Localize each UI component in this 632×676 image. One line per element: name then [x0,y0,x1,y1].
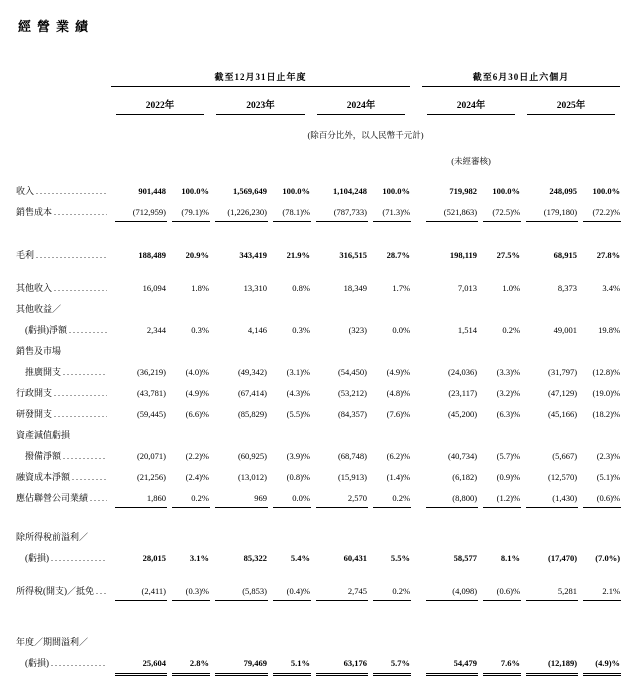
table-row [16,581,621,602]
group-gap [411,467,421,488]
row-label-text-wrap [16,404,110,425]
row-label-text-wrap [25,653,110,674]
row-label-line: 銷售及市場 [16,346,62,356]
row-label [16,278,110,299]
row-label-line [16,320,110,341]
percent-cell: (4.9)% [386,367,411,377]
value-cell: (24,036) [448,367,478,377]
percent-cell: 100.0% [382,186,411,196]
percent-cell: (0.6)% [478,581,521,602]
percent-cell: (2.4)% [185,472,209,482]
percent-cell: (2.2)% [185,451,209,461]
table-row [16,383,621,404]
spacer-row [16,509,621,527]
percent-cell: 5.7% [368,632,411,674]
dot-leader [63,362,107,383]
financial-table [16,59,621,674]
percent-cell: (0.3)% [167,581,210,602]
group-gap [411,87,421,115]
percent-cell: (3.3)% [496,367,521,377]
dot-leader [54,404,107,425]
row-label-text-wrap [25,446,110,467]
percent-cell: (2.3)% [596,451,621,461]
spacer-cell [16,569,621,581]
percent-cell: 5.5% [390,553,411,563]
value-cell: 13,310 [243,283,267,293]
percent-cell: (72.5)% [478,202,521,223]
value-cell: (54,450) [337,367,367,377]
value-cell: 188,489 [138,250,166,260]
value-cell: (1,226,230) [210,202,268,223]
percent-cell: (71.3)% [368,202,411,223]
row-label-text: 收入 [16,186,35,196]
value-cell: (20,071) [136,451,166,461]
value-cell: 901,448 [138,186,166,196]
value-cell: 68,915 [553,250,578,260]
percent-cell: 28.7% [386,250,411,260]
value-cell: (1,430) [521,488,578,509]
value-cell: (323) [348,325,367,335]
year-header: 2022年 [110,87,210,115]
group-header-row [16,59,621,87]
value-cell: 58,577 [453,553,478,563]
group-gap [411,404,421,425]
percent-cell: 21.9% [286,250,310,260]
percent-cell: (7.0%) [595,553,621,563]
percent-cell: 100.0% [282,186,310,196]
dot-leader [36,245,107,266]
row-label-text: 所得稅(開支)／抵免 [16,586,94,596]
spacer-cell [16,602,621,632]
row-label-text: 研發開支 [16,409,53,419]
year-header: 2024年 [421,87,521,115]
value-cell: (521,863) [421,202,478,223]
percent-cell: (18.2)% [592,409,621,419]
year-header: 2025年 [521,87,621,115]
row-label-text: 應佔聯營公司業績 [16,493,89,503]
percent-cell: (72.2)% [578,202,621,223]
dot-leader [54,278,107,299]
row-label-line [16,245,110,266]
value-cell: 343,419 [239,250,267,260]
dot-leader [69,320,107,341]
row-label-text-wrap [25,320,110,341]
percent-cell: 0.3% [191,325,209,335]
percent-cell: 5.4% [290,553,310,563]
percent-cell: 100.0% [492,186,521,196]
value-cell: (23,117) [448,388,478,398]
group-gap [411,202,421,223]
dot-leader [72,467,107,488]
value-cell: 8,373 [557,283,578,293]
percent-cell: 1.8% [191,283,209,293]
value-cell: (12,189) [521,632,578,674]
percent-cell: (5.7)% [496,451,521,461]
percent-cell: 1.7% [392,283,411,293]
value-cell: (36,219) [136,367,166,377]
row-label-line [16,202,110,223]
value-cell: (6,182) [452,472,478,482]
percent-cell: 2.8% [167,632,210,674]
table-row [16,278,621,299]
percent-cell: (79.1)% [167,202,210,223]
percent-cell: (4.0)% [185,367,209,377]
dot-leader [36,181,107,202]
value-cell: (68,748) [337,451,367,461]
page-title: 經營業績 [18,19,95,34]
row-label [16,425,110,467]
row-label-text: 融資成本淨額 [16,472,71,482]
value-cell: (59,445) [136,409,166,419]
year-header: 2024年 [311,87,411,115]
table-row [16,181,621,202]
dot-leader [54,383,107,404]
value-cell: 719,982 [449,186,478,196]
table-row [16,488,621,509]
group-gap [411,141,421,167]
value-cell: (12,570) [548,472,578,482]
row-label-line [16,548,110,569]
percent-cell: (1.2)% [478,488,521,509]
table-row [16,202,621,223]
percent-cell: 0.3% [292,325,310,335]
percent-cell: (4.9)% [185,388,209,398]
table-row [16,527,621,569]
row-label-text: 毛利 [16,250,35,260]
row-label-text-wrap [16,383,110,404]
spacer-row [16,602,621,632]
row-label [16,488,110,509]
row-label-text: 推廣開支 [25,367,62,377]
percent-cell: (7.6)% [386,409,411,419]
spacer-cell [16,509,621,527]
percent-cell: (12.8)% [592,367,621,377]
percent-cell: 20.9% [185,250,209,260]
value-cell: (4,098) [421,581,478,602]
value-cell: 2,745 [311,581,368,602]
percent-cell: 1.0% [502,283,521,293]
spacer-cell [16,266,621,278]
percent-cell: (4.3)% [286,388,310,398]
note-units: (除百分比外，以人民幣千元計) [307,130,424,140]
value-cell: 4,146 [247,325,267,335]
percent-cell: 0.2% [368,488,411,509]
percent-cell: (5.1)% [596,472,621,482]
row-label-text-wrap [16,581,110,602]
row-label-line [16,446,110,467]
row-label-text: (虧損) [25,553,49,563]
group-gap [411,59,421,87]
row-label-line [16,653,110,674]
row-label-line [16,404,110,425]
corner-spacer [16,59,110,87]
value-cell: (53,212) [337,388,367,398]
row-label [16,245,110,266]
row-label-text-wrap [16,181,110,202]
group-gap [411,181,421,202]
value-cell: (8,800) [421,488,478,509]
col-group-interim: 截至6月30日止六個月 [421,59,621,87]
percent-cell: 19.8% [598,325,621,335]
value-cell: (2,411) [110,581,167,602]
row-label [16,404,110,425]
percent-cell: 5.1% [268,632,311,674]
group-gap [411,581,421,602]
value-cell: (84,357) [337,409,367,419]
row-label-line: 除所得稅前溢利／ [16,532,89,542]
value-cell: 79,469 [210,632,268,674]
row-label-line [16,467,110,488]
group-gap [411,425,421,467]
row-label-line: 其他收益／ [16,304,62,314]
value-cell: 2,344 [146,325,166,335]
group-gap [411,278,421,299]
percent-cell: 0.8% [292,283,310,293]
percent-cell: 0.0% [268,488,311,509]
percent-cell: 0.2% [167,488,210,509]
percent-cell: (4.9)% [578,632,621,674]
table-row [16,245,621,266]
corner-spacer [16,87,110,115]
table-row [16,299,621,341]
row-label-text-wrap [25,362,110,383]
percent-cell: (0.6)% [578,488,621,509]
value-cell: 63,176 [311,632,368,674]
value-cell: (45,166) [548,409,578,419]
percent-cell: (6.2)% [386,451,411,461]
value-cell: (712,959) [110,202,167,223]
row-label-line: 年度／期間溢利／ [16,637,89,647]
value-cell: (15,913) [337,472,367,482]
row-label-text-wrap [16,488,110,509]
spacer-cell [110,141,411,167]
table-row [16,632,621,674]
value-cell: 1,514 [457,325,478,335]
percent-cell: (5.5)% [286,409,310,419]
table-row [16,425,621,467]
percent-cell: 0.2% [368,581,411,602]
row-label-text-wrap [16,467,110,488]
value-cell: 5,281 [521,581,578,602]
col-group-annual: 截至12月31日止年度 [110,59,411,87]
value-cell: (179,180) [521,202,578,223]
spacer-cell [521,141,621,167]
value-cell: 18,349 [343,283,367,293]
value-cell: (5,667) [552,451,578,461]
row-label-text: 撥備淨額 [25,451,62,461]
value-cell: 49,001 [553,325,578,335]
unaudited-note-row [16,141,621,167]
percent-cell: (78.1)% [268,202,311,223]
percent-cell: 3.1% [189,553,209,563]
group-gap [411,632,421,674]
percent-cell: 100.0% [181,186,209,196]
dot-leader [54,202,107,223]
value-cell: 1,104,248 [333,186,367,196]
row-label-text: (虧損)淨額 [25,325,67,335]
value-cell: 316,515 [339,250,367,260]
value-cell: (5,853) [210,581,268,602]
row-label-line [16,488,110,509]
value-cell: 28,015 [142,553,166,563]
value-cell: (21,256) [136,472,166,482]
row-label-line [16,362,110,383]
value-cell: 60,431 [343,553,367,563]
percent-cell: 0.2% [502,325,521,335]
spacer-row [16,223,621,245]
group-gap [411,341,421,383]
row-label [16,581,110,602]
percent-cell: 100.0% [592,186,621,196]
row-label [16,341,110,383]
group-gap [411,245,421,266]
percent-cell: (3.2)% [496,388,521,398]
spacer-row [16,266,621,278]
value-cell: (787,733) [311,202,368,223]
dot-leader [51,548,107,569]
group-gap [411,527,421,569]
percent-cell: (6.3)% [496,409,521,419]
percent-cell: (0.8)% [286,472,310,482]
percent-cell: (3.9)% [286,451,310,461]
percent-cell: (0.4)% [268,581,311,602]
value-cell: (13,012) [237,472,267,482]
value-cell: 7,013 [457,283,478,293]
percent-cell: 0.0% [392,325,411,335]
corner-spacer [16,115,110,141]
row-label-line [16,278,110,299]
row-label [16,181,110,202]
row-label-text-wrap [25,548,110,569]
year-header: 2023年 [210,87,311,115]
value-cell: (45,200) [448,409,478,419]
value-cell: 1,860 [110,488,167,509]
spacer-cell [16,167,621,181]
units-note-row [16,115,621,141]
row-label [16,632,110,674]
percent-cell: (3.1)% [286,367,310,377]
note-unaudited: (未經審核) [451,156,491,166]
value-cell: 248,095 [549,186,578,196]
row-label-line [16,383,110,404]
value-cell: 85,322 [243,553,267,563]
percent-cell: (0.9)% [496,472,521,482]
group-gap [411,299,421,341]
row-label [16,527,110,569]
row-label [16,202,110,223]
row-label-line [16,581,110,602]
group-gap [411,383,421,404]
value-cell: (60,925) [237,451,267,461]
row-label-line: 資產減值虧損 [16,430,71,440]
table-row [16,467,621,488]
row-label-text: (虧損) [25,658,49,668]
percent-cell: (6.6)% [185,409,209,419]
value-cell: 54,479 [421,632,478,674]
value-cell: (40,734) [448,451,478,461]
row-label-text-wrap [16,202,110,223]
percent-cell: 2.1% [578,581,621,602]
value-cell: 969 [210,488,268,509]
percent-cell: 3.4% [602,283,621,293]
percent-cell: 27.5% [496,250,521,260]
value-cell: (49,342) [237,367,267,377]
value-cell: 2,570 [311,488,368,509]
dot-leader [96,581,107,602]
value-cell: (43,781) [136,388,166,398]
value-cell: (85,829) [237,409,267,419]
row-label-text-wrap [16,278,110,299]
row-label [16,299,110,341]
dot-leader [90,488,107,509]
percent-cell: (19.0)% [592,388,621,398]
year-header-row [16,87,621,115]
percent-cell: 27.8% [596,250,621,260]
row-label-text: 銷售成本 [16,207,53,217]
row-label-text-wrap [16,245,110,266]
value-cell: 198,119 [449,250,478,260]
percent-cell: (1.4)% [386,472,411,482]
row-label [16,467,110,488]
spacer-row [16,167,621,181]
table-row [16,404,621,425]
row-label-line [16,181,110,202]
value-cell: 25,604 [110,632,167,674]
percent-cell: 7.6% [478,632,521,674]
group-gap [411,488,421,509]
corner-spacer [16,141,110,167]
value-cell: (17,470) [548,553,578,563]
row-label-text: 行政開支 [16,388,53,398]
row-label [16,383,110,404]
table-row [16,341,621,383]
spacer-row [16,569,621,581]
dot-leader [63,446,107,467]
percent-cell: 8.1% [500,553,521,563]
value-cell: 1,569,649 [233,186,267,196]
row-label-text: 其他收入 [16,283,53,293]
value-cell: (31,797) [548,367,578,377]
dot-leader [51,653,107,674]
value-cell: (47,129) [548,388,578,398]
value-cell: (67,414) [237,388,267,398]
value-cell: 16,094 [142,283,166,293]
spacer-cell [16,223,621,245]
percent-cell: (4.8)% [386,388,411,398]
